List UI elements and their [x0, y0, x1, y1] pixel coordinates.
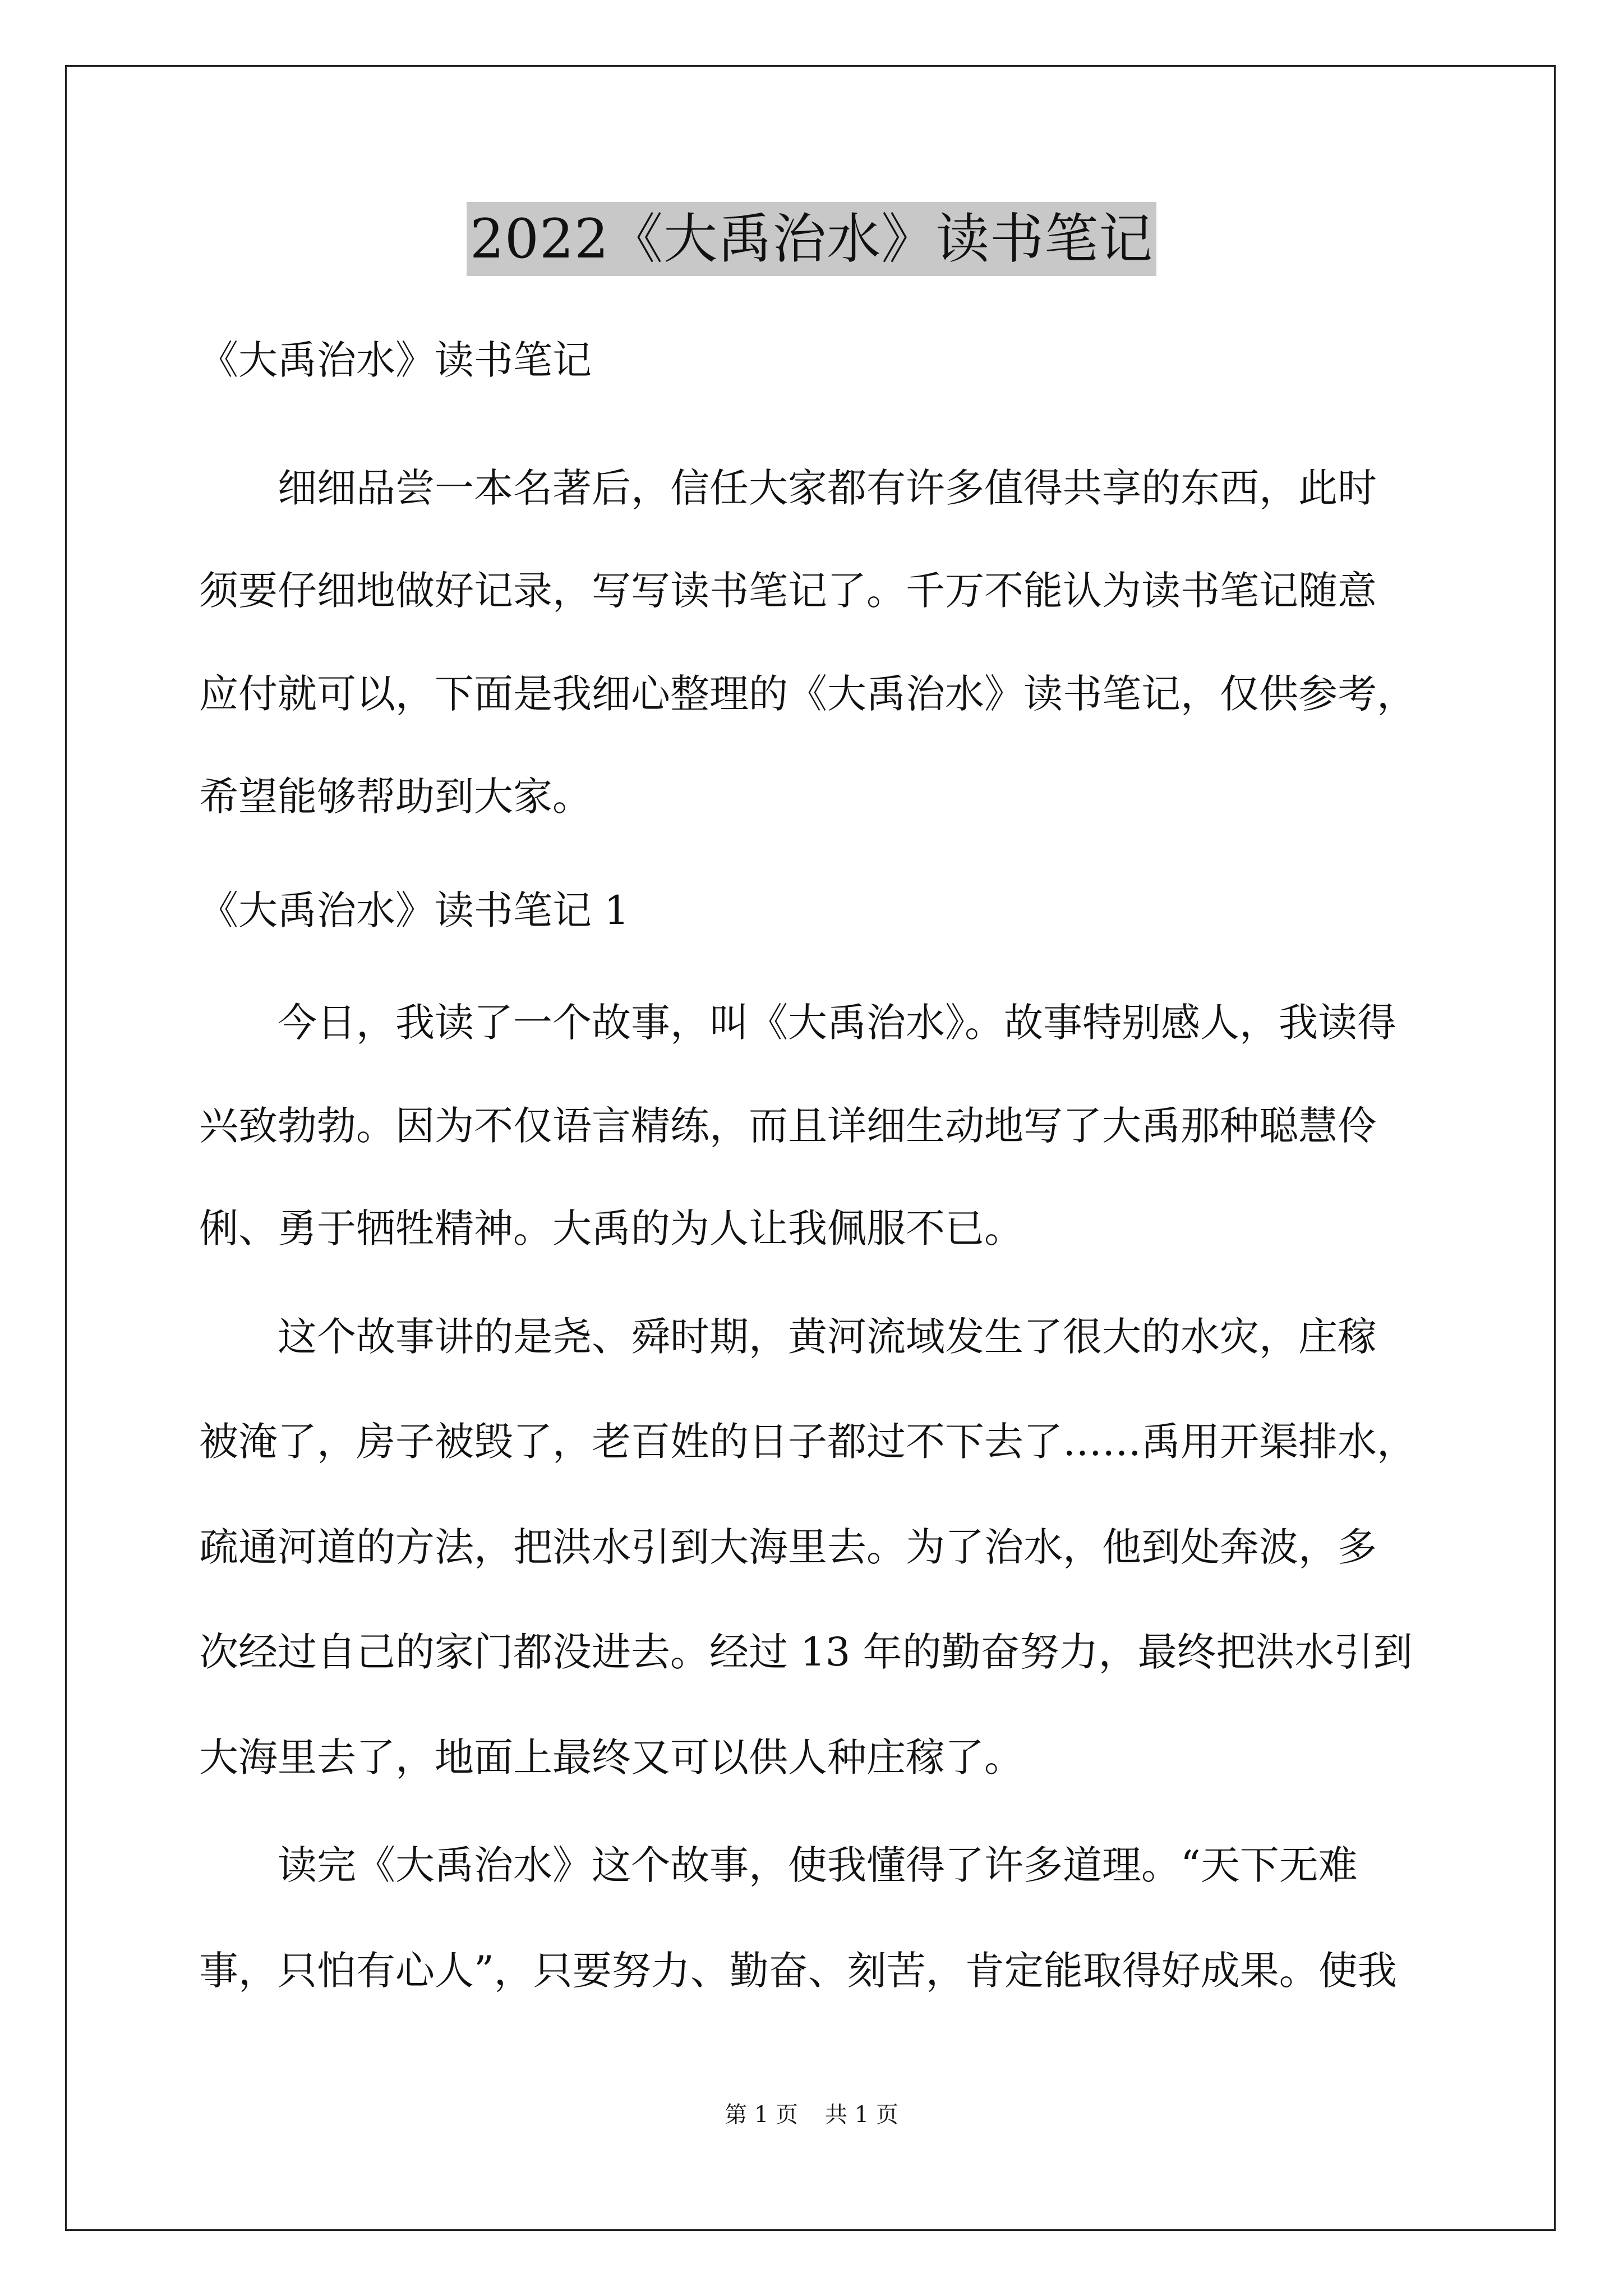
- page-total: 共 1 页: [825, 2102, 898, 2128]
- document-title: 2022《大禹治水》读书笔记: [467, 202, 1156, 276]
- title-container: [0, 202, 1623, 276]
- body-line: 事，只怕有心人”，只要努力、勤奋、刻苦，肯定能取得好成果。使我: [199, 1948, 1397, 1994]
- page-footer: [0, 2101, 1623, 2129]
- body-line: 今日，我读了一个故事，叫《大禹治水》。故事特别感人，我读得: [199, 1000, 1396, 1046]
- body-line: 应付就可以，下面是我细心整理的《大禹治水》读书笔记，仅供参考，: [199, 671, 1416, 717]
- body-line: 疏通河道的方法，把洪水引到大海里去。为了治水，他到处奔波，多: [199, 1524, 1377, 1570]
- body-line: 俐、勇于牺牲精神。大禹的为人让我佩服不已。: [199, 1205, 1023, 1251]
- section-heading: 《大禹治水》读书笔记 1: [199, 887, 629, 933]
- section-heading: 《大禹治水》读书笔记: [199, 337, 592, 383]
- body-line: 次经过自己的家门都没进去。经过 13 年的勤奋努力，最终把洪水引到: [199, 1629, 1413, 1675]
- body-line: 兴致勃勃。因为不仅语言精练，而且详细生动地写了大禹那种聪慧伶: [199, 1103, 1377, 1149]
- body-line: 读完《大禹治水》这个故事，使我懂得了许多道理。“天下无难: [199, 1842, 1358, 1888]
- body-line: 细细品尝一本名著后，信任大家都有许多值得共享的东西，此时: [199, 465, 1377, 511]
- body-line: 须要仔细地做好记录，写写读书笔记了。千万不能认为读书笔记随意: [199, 568, 1377, 614]
- body-line: 被淹了，房子被毁了，老百姓的日子都过不下去了……禹用开渠排水，: [199, 1419, 1416, 1465]
- body-line: 这个故事讲的是尧、舜时期，黄河流域发生了很大的水灾，庄稼: [199, 1314, 1377, 1360]
- body-line: 希望能够帮助到大家。: [199, 774, 592, 820]
- page-number: 第 1 页: [725, 2102, 798, 2128]
- body-line: 大海里去了，地面上最终又可以供人种庄稼了。: [199, 1734, 1023, 1780]
